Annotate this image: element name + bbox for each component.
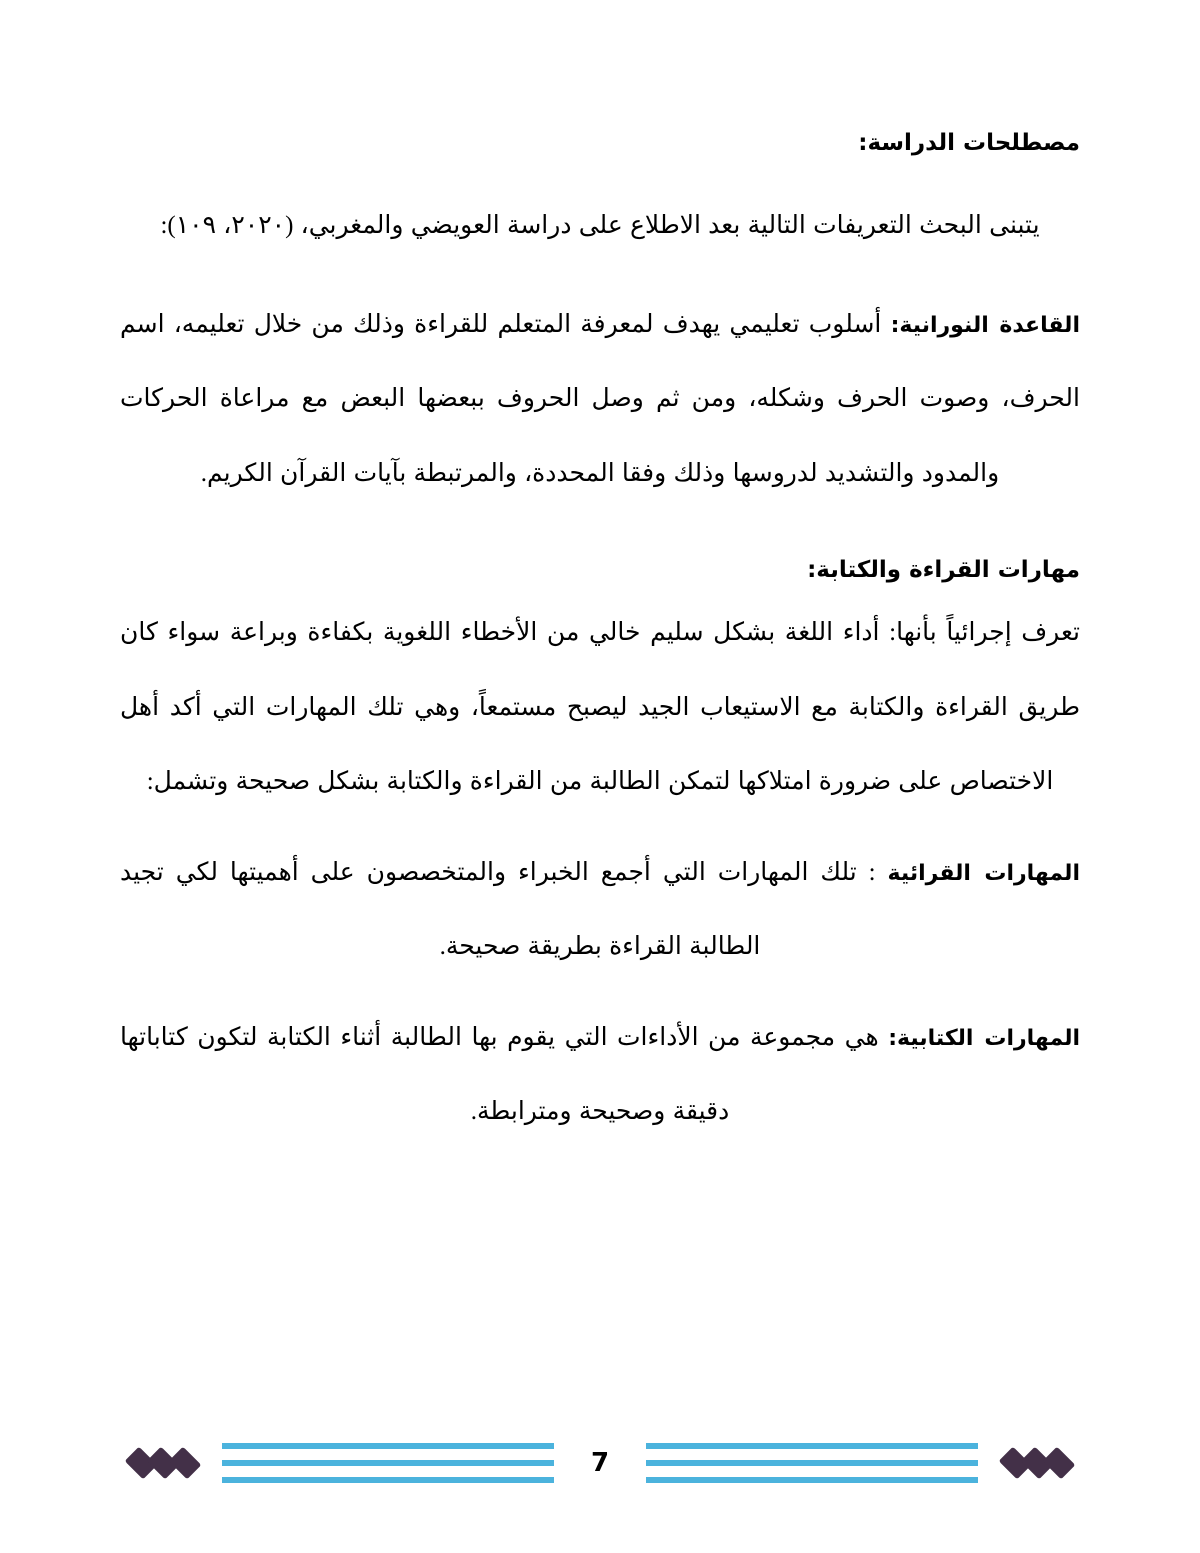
noorania-term-label: القاعدة النورانية:	[890, 312, 1080, 338]
terms-of-study-heading: مصطلحات الدراسة:	[858, 130, 1080, 156]
writing-skills-paragraph	[120, 1001, 1080, 1150]
writing-skills-label: المهارات الكتابية:	[888, 1025, 1080, 1051]
skills-definition-paragraph: تعرف إجرائياً بأنها: أداء اللغة بشكل سليم خالي من الأخطاء اللغوية بكفاءة وبراعة سواء كان طريق القراءة والكتابة مع الاستيعاب الجيد ليصبح مستمعاً، وهي تلك المهارات التي أكد أهل الاختصاص على ضرورة امتلاكها لتمكن الطالبة من القراءة والكتابة بشكل صحيحة وتشمل:	[120, 619, 1080, 796]
diamond-icon	[1043, 1447, 1076, 1480]
footer-rule-right	[646, 1443, 978, 1483]
diamond-ornament-left	[130, 1450, 196, 1476]
writing-skills-body: هي مجموعة من الأداءات التي يقوم بها الطالبة أثناء الكتابة لتكون كتاباتها دقيقة وصحيحة ومترابطة.	[120, 1023, 889, 1126]
intro-paragraph: يتبنى البحث التعريفات التالية بعد الاطلاع على دراسة العويضي والمغربي، (٢٠٢٠، ١٠٩):	[160, 212, 1040, 240]
noorania-definition-paragraph	[120, 288, 1080, 512]
reading-skills-body: : تلك المهارات التي أجمع الخبراء والمتخصصون على أهميتها لكي تجيد الطالبة القراءة بطريقة صحيحة.	[120, 858, 888, 961]
spacer	[120, 820, 1080, 836]
diamond-ornament-right	[1004, 1450, 1070, 1476]
noorania-term-body: أسلوب تعليمي يهدف لمعرفة المتعلم للقراءة وذلك من خلال تعليمه، اسم الحرف، وصوت الحرف وشكله، ومن ثم وصل الحروف ببعضها البعض مع مراعاة الحركات والمدود والتشديد لدروسها وذلك وفقا المحددة، والمرتبطة بآيات القرآن الكريم.	[120, 310, 1080, 487]
footer-line	[646, 1443, 978, 1449]
page-footer	[0, 1431, 1200, 1495]
page-number: 7	[590, 1448, 610, 1478]
footer-rule-left	[222, 1443, 554, 1483]
spacer	[120, 985, 1080, 1001]
document-body	[120, 128, 1080, 1150]
reading-skills-paragraph	[120, 836, 1080, 985]
footer-line	[222, 1443, 554, 1449]
reading-writing-skills-heading: مهارات القراءة والكتابة:	[807, 557, 1080, 584]
footer-line	[222, 1477, 554, 1483]
diamond-icon	[169, 1447, 202, 1480]
spacer	[120, 266, 1080, 282]
footer-line	[646, 1460, 978, 1466]
footer-line	[222, 1460, 554, 1466]
footer-line	[646, 1477, 978, 1483]
reading-skills-label: المهارات القرائية	[887, 860, 1080, 886]
footer-decoration	[0, 1443, 1200, 1483]
